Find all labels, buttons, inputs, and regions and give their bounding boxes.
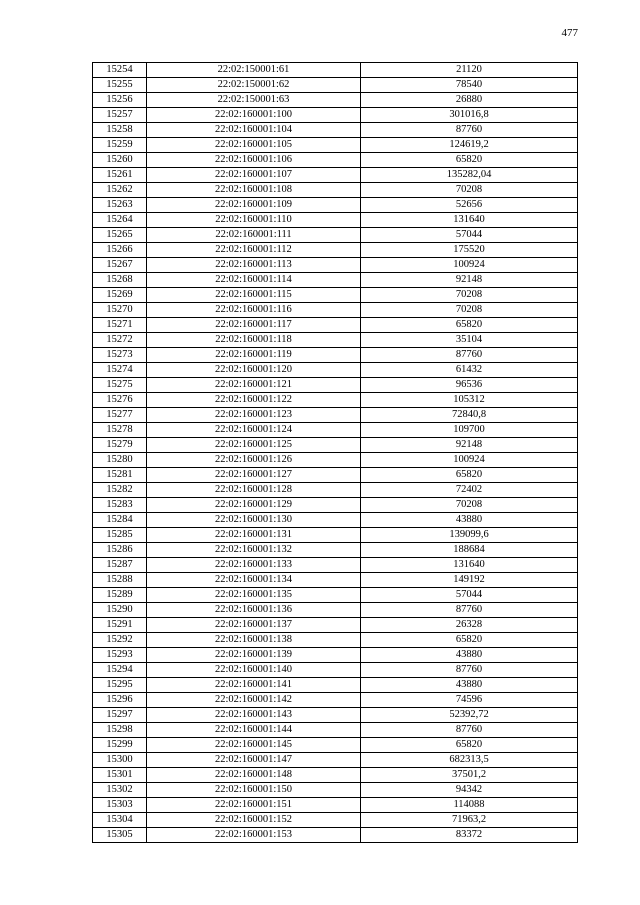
value-cell: 35104: [361, 333, 578, 348]
value-cell: 87760: [361, 663, 578, 678]
table-row: [93, 648, 578, 663]
cadastral-number-cell: 22:02:160001:133: [147, 558, 361, 573]
value-cell: 72402: [361, 483, 578, 498]
table-row: [93, 108, 578, 123]
cadastral-number-cell: 22:02:160001:106: [147, 153, 361, 168]
value-cell: 70208: [361, 183, 578, 198]
value-cell: 52656: [361, 198, 578, 213]
table-row: [93, 618, 578, 633]
value-cell: 83372: [361, 828, 578, 843]
cadastral-number-cell: 22:02:160001:130: [147, 513, 361, 528]
cadastral-number-cell: 22:02:160001:141: [147, 678, 361, 693]
row-number-cell: 15301: [93, 768, 147, 783]
cadastral-number-cell: 22:02:160001:120: [147, 363, 361, 378]
value-cell: 301016,8: [361, 108, 578, 123]
value-cell: 70208: [361, 288, 578, 303]
table-row: [93, 603, 578, 618]
table-row: [93, 63, 578, 78]
value-cell: 65820: [361, 633, 578, 648]
registry-table: [92, 62, 578, 843]
table-row: [93, 318, 578, 333]
cadastral-number-cell: 22:02:160001:135: [147, 588, 361, 603]
value-cell: 96536: [361, 378, 578, 393]
cadastral-number-cell: 22:02:160001:145: [147, 738, 361, 753]
value-cell: 74596: [361, 693, 578, 708]
cadastral-number-cell: 22:02:160001:108: [147, 183, 361, 198]
table-row: [93, 693, 578, 708]
table-row: [93, 573, 578, 588]
table-row: [93, 438, 578, 453]
table-row: [93, 123, 578, 138]
row-number-cell: 15255: [93, 78, 147, 93]
value-cell: 139099,6: [361, 528, 578, 543]
table-row: [93, 498, 578, 513]
value-cell: 65820: [361, 738, 578, 753]
row-number-cell: 15274: [93, 363, 147, 378]
value-cell: 682313,5: [361, 753, 578, 768]
table-row: [93, 408, 578, 423]
row-number-cell: 15293: [93, 648, 147, 663]
value-cell: 26880: [361, 93, 578, 108]
cadastral-number-cell: 22:02:160001:150: [147, 783, 361, 798]
row-number-cell: 15277: [93, 408, 147, 423]
row-number-cell: 15299: [93, 738, 147, 753]
value-cell: 100924: [361, 258, 578, 273]
value-cell: 92148: [361, 438, 578, 453]
cadastral-number-cell: 22:02:160001:131: [147, 528, 361, 543]
table-row: [93, 708, 578, 723]
value-cell: 87760: [361, 603, 578, 618]
table-row: [93, 828, 578, 843]
row-number-cell: 15289: [93, 588, 147, 603]
cadastral-number-cell: 22:02:160001:122: [147, 393, 361, 408]
value-cell: 94342: [361, 783, 578, 798]
row-number-cell: 15259: [93, 138, 147, 153]
cadastral-number-cell: 22:02:160001:111: [147, 228, 361, 243]
row-number-cell: 15261: [93, 168, 147, 183]
row-number-cell: 15271: [93, 318, 147, 333]
value-cell: 149192: [361, 573, 578, 588]
cadastral-number-cell: 22:02:160001:143: [147, 708, 361, 723]
cadastral-number-cell: 22:02:160001:125: [147, 438, 361, 453]
value-cell: 26328: [361, 618, 578, 633]
value-cell: 109700: [361, 423, 578, 438]
table-row: [93, 303, 578, 318]
table-row: [93, 273, 578, 288]
cadastral-number-cell: 22:02:160001:109: [147, 198, 361, 213]
cadastral-number-cell: 22:02:160001:152: [147, 813, 361, 828]
table-row: [93, 528, 578, 543]
value-cell: 71963,2: [361, 813, 578, 828]
table-row: [93, 588, 578, 603]
value-cell: 57044: [361, 588, 578, 603]
table-row: [93, 678, 578, 693]
row-number-cell: 15260: [93, 153, 147, 168]
row-number-cell: 15286: [93, 543, 147, 558]
cadastral-number-cell: 22:02:160001:119: [147, 348, 361, 363]
value-cell: 87760: [361, 723, 578, 738]
cadastral-number-cell: 22:02:160001:105: [147, 138, 361, 153]
cadastral-number-cell: 22:02:160001:115: [147, 288, 361, 303]
cadastral-number-cell: 22:02:160001:121: [147, 378, 361, 393]
row-number-cell: 15278: [93, 423, 147, 438]
cadastral-number-cell: 22:02:160001:112: [147, 243, 361, 258]
table-row: [93, 558, 578, 573]
row-number-cell: 15262: [93, 183, 147, 198]
cadastral-number-cell: 22:02:160001:118: [147, 333, 361, 348]
table-row: [93, 513, 578, 528]
cadastral-number-cell: 22:02:160001:110: [147, 213, 361, 228]
value-cell: 72840,8: [361, 408, 578, 423]
table-row: [93, 138, 578, 153]
row-number-cell: 15269: [93, 288, 147, 303]
cadastral-number-cell: 22:02:160001:113: [147, 258, 361, 273]
row-number-cell: 15288: [93, 573, 147, 588]
row-number-cell: 15279: [93, 438, 147, 453]
value-cell: 131640: [361, 558, 578, 573]
value-cell: 114088: [361, 798, 578, 813]
cadastral-number-cell: 22:02:160001:104: [147, 123, 361, 138]
cadastral-number-cell: 22:02:160001:138: [147, 633, 361, 648]
cadastral-number-cell: 22:02:150001:62: [147, 78, 361, 93]
table-row: [93, 483, 578, 498]
cadastral-number-cell: 22:02:160001:127: [147, 468, 361, 483]
cadastral-number-cell: 22:02:160001:139: [147, 648, 361, 663]
row-number-cell: 15281: [93, 468, 147, 483]
cadastral-number-cell: 22:02:160001:100: [147, 108, 361, 123]
table-row: [93, 378, 578, 393]
value-cell: 188684: [361, 543, 578, 558]
table-row: [93, 393, 578, 408]
cadastral-number-cell: 22:02:160001:137: [147, 618, 361, 633]
table-row: [93, 183, 578, 198]
value-cell: 21120: [361, 63, 578, 78]
table-row: [93, 723, 578, 738]
table-row: [93, 153, 578, 168]
cadastral-number-cell: 22:02:160001:136: [147, 603, 361, 618]
value-cell: 135282,04: [361, 168, 578, 183]
cadastral-number-cell: 22:02:160001:147: [147, 753, 361, 768]
row-number-cell: 15298: [93, 723, 147, 738]
row-number-cell: 15285: [93, 528, 147, 543]
value-cell: 100924: [361, 453, 578, 468]
value-cell: 52392,72: [361, 708, 578, 723]
row-number-cell: 15304: [93, 813, 147, 828]
row-number-cell: 15294: [93, 663, 147, 678]
table-row: [93, 228, 578, 243]
table-row: [93, 78, 578, 93]
table-row: [93, 288, 578, 303]
page-number: 477: [561, 27, 578, 39]
row-number-cell: 15270: [93, 303, 147, 318]
value-cell: 43880: [361, 648, 578, 663]
table-row: [93, 543, 578, 558]
row-number-cell: 15290: [93, 603, 147, 618]
row-number-cell: 15275: [93, 378, 147, 393]
row-number-cell: 15291: [93, 618, 147, 633]
table-row: [93, 768, 578, 783]
cadastral-number-cell: 22:02:160001:142: [147, 693, 361, 708]
table-row: [93, 348, 578, 363]
value-cell: 65820: [361, 318, 578, 333]
row-number-cell: 15295: [93, 678, 147, 693]
row-number-cell: 15254: [93, 63, 147, 78]
value-cell: 175520: [361, 243, 578, 258]
value-cell: 87760: [361, 123, 578, 138]
table-row: [93, 168, 578, 183]
row-number-cell: 15273: [93, 348, 147, 363]
table-row: [93, 453, 578, 468]
table-row: [93, 213, 578, 228]
cadastral-number-cell: 22:02:160001:117: [147, 318, 361, 333]
row-number-cell: 15258: [93, 123, 147, 138]
row-number-cell: 15302: [93, 783, 147, 798]
row-number-cell: 15292: [93, 633, 147, 648]
row-number-cell: 15280: [93, 453, 147, 468]
row-number-cell: 15303: [93, 798, 147, 813]
row-number-cell: 15287: [93, 558, 147, 573]
value-cell: 37501,2: [361, 768, 578, 783]
value-cell: 124619,2: [361, 138, 578, 153]
cadastral-number-cell: 22:02:160001:124: [147, 423, 361, 438]
value-cell: 65820: [361, 153, 578, 168]
value-cell: 105312: [361, 393, 578, 408]
row-number-cell: 15283: [93, 498, 147, 513]
table-row: [93, 798, 578, 813]
cadastral-number-cell: 22:02:160001:129: [147, 498, 361, 513]
value-cell: 78540: [361, 78, 578, 93]
cadastral-number-cell: 22:02:160001:148: [147, 768, 361, 783]
cadastral-number-cell: 22:02:160001:123: [147, 408, 361, 423]
table-row: [93, 783, 578, 798]
table-row: [93, 258, 578, 273]
table-row: [93, 753, 578, 768]
cadastral-number-cell: 22:02:150001:61: [147, 63, 361, 78]
registry-table-body: [93, 63, 578, 843]
value-cell: 57044: [361, 228, 578, 243]
row-number-cell: 15267: [93, 258, 147, 273]
value-cell: 43880: [361, 678, 578, 693]
value-cell: 70208: [361, 303, 578, 318]
table-row: [93, 93, 578, 108]
row-number-cell: 15264: [93, 213, 147, 228]
row-number-cell: 15263: [93, 198, 147, 213]
cadastral-number-cell: 22:02:160001:153: [147, 828, 361, 843]
cadastral-number-cell: 22:02:160001:128: [147, 483, 361, 498]
row-number-cell: 15272: [93, 333, 147, 348]
table-row: [93, 813, 578, 828]
row-number-cell: 15268: [93, 273, 147, 288]
cadastral-number-cell: 22:02:160001:116: [147, 303, 361, 318]
table-row: [93, 333, 578, 348]
table-row: [93, 423, 578, 438]
cadastral-number-cell: 22:02:160001:132: [147, 543, 361, 558]
cadastral-number-cell: 22:02:150001:63: [147, 93, 361, 108]
cadastral-number-cell: 22:02:160001:144: [147, 723, 361, 738]
row-number-cell: 15266: [93, 243, 147, 258]
cadastral-number-cell: 22:02:160001:134: [147, 573, 361, 588]
cadastral-number-cell: 22:02:160001:114: [147, 273, 361, 288]
value-cell: 92148: [361, 273, 578, 288]
row-number-cell: 15296: [93, 693, 147, 708]
cadastral-number-cell: 22:02:160001:140: [147, 663, 361, 678]
value-cell: 61432: [361, 363, 578, 378]
table-row: [93, 243, 578, 258]
table-row: [93, 363, 578, 378]
table-row: [93, 738, 578, 753]
table-row: [93, 468, 578, 483]
value-cell: 70208: [361, 498, 578, 513]
value-cell: 43880: [361, 513, 578, 528]
row-number-cell: 15305: [93, 828, 147, 843]
table-row: [93, 198, 578, 213]
row-number-cell: 15257: [93, 108, 147, 123]
row-number-cell: 15282: [93, 483, 147, 498]
cadastral-number-cell: 22:02:160001:107: [147, 168, 361, 183]
value-cell: 87760: [361, 348, 578, 363]
cadastral-number-cell: 22:02:160001:151: [147, 798, 361, 813]
row-number-cell: 15256: [93, 93, 147, 108]
row-number-cell: 15265: [93, 228, 147, 243]
table-row: [93, 663, 578, 678]
row-number-cell: 15276: [93, 393, 147, 408]
row-number-cell: 15284: [93, 513, 147, 528]
value-cell: 131640: [361, 213, 578, 228]
cadastral-number-cell: 22:02:160001:126: [147, 453, 361, 468]
row-number-cell: 15300: [93, 753, 147, 768]
table-row: [93, 633, 578, 648]
row-number-cell: 15297: [93, 708, 147, 723]
value-cell: 65820: [361, 468, 578, 483]
